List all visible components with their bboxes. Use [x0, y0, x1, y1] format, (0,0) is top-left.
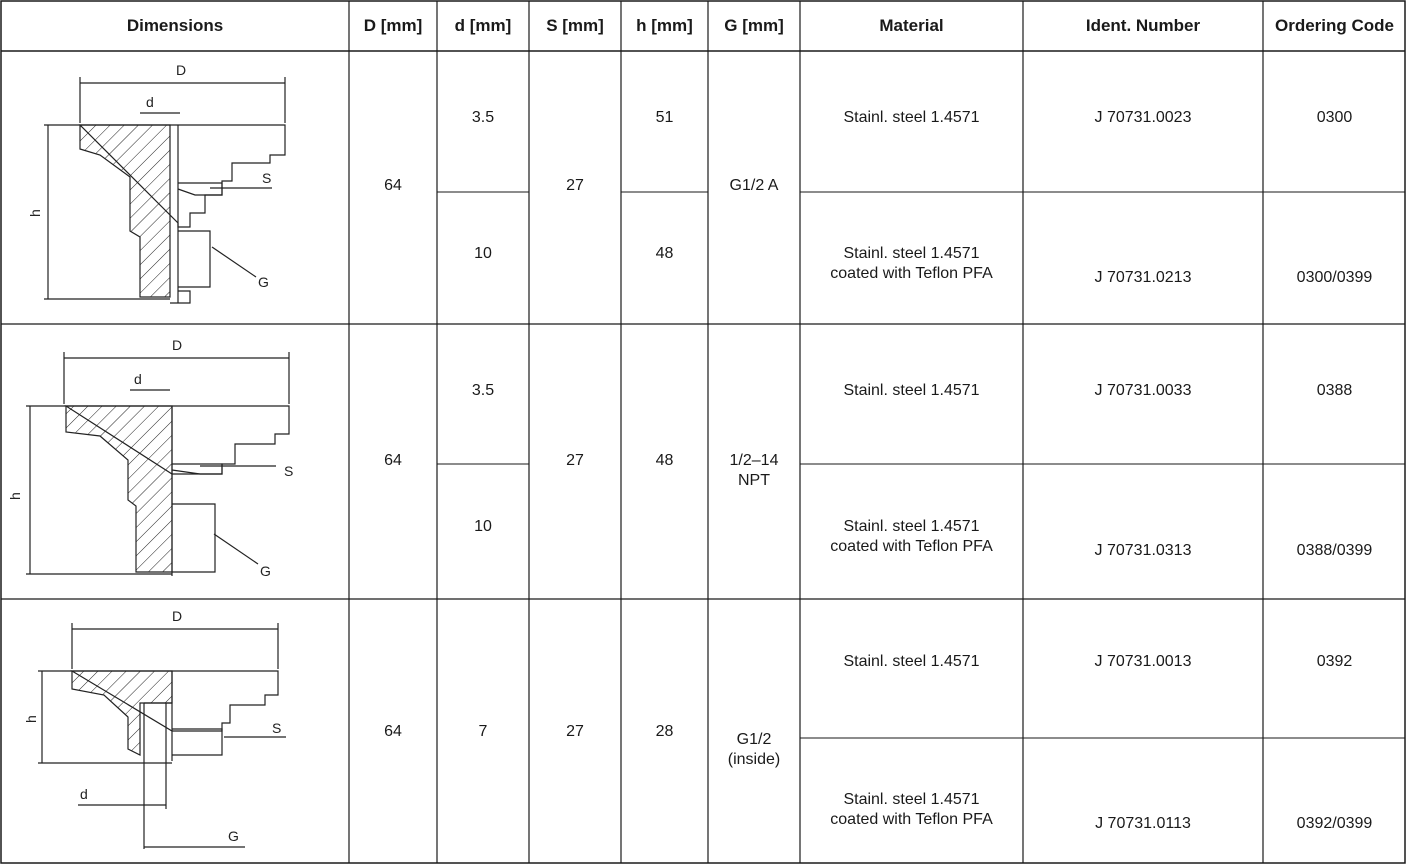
g2-G-value: 1/2–14 NPT [729, 452, 779, 489]
g2-S-value: 27 [566, 452, 584, 469]
g1-drawing-label-S: S [262, 170, 272, 186]
g3-ordering-2: 0392/0399 [1296, 815, 1373, 832]
header-ident-number: Ident. Number [1085, 16, 1201, 35]
g1-h-value-1: 51 [655, 109, 674, 126]
g2-ident-2: J 70731.0313 [1094, 542, 1192, 559]
g3-S-value: 27 [566, 723, 584, 740]
g1-material-2: Stainl. steel 1.4571 coated with Teflon PFA [830, 245, 993, 282]
g1-ident-2: J 70731.0213 [1094, 269, 1192, 286]
g3-d-value: 7 [478, 723, 488, 740]
g3-drawing-label-h: h [23, 715, 39, 723]
g1-D-value: 64 [384, 177, 402, 194]
header-ordering-code: Ordering Code [1274, 16, 1394, 35]
g1-d-value-2: 10 [474, 245, 492, 262]
g3-material-1: Stainl. steel 1.4571 [843, 653, 980, 670]
g3-ordering-1: 0392 [1316, 653, 1353, 670]
g2-dimension-drawing [0, 324, 349, 599]
g1-drawing-label-h: h [27, 209, 43, 217]
g1-ordering-2: 0300/0399 [1296, 269, 1373, 286]
g2-material-1: Stainl. steel 1.4571 [843, 382, 980, 399]
g1-d-value-1: 3.5 [471, 109, 495, 126]
g1-drawing-label-D: D [176, 62, 187, 78]
g3-drawing-label-G: G [228, 828, 239, 844]
g2-material-2: Stainl. steel 1.4571 coated with Teflon PFA [830, 518, 993, 555]
g3-D-value: 64 [384, 723, 402, 740]
header-G: G [mm] [724, 16, 784, 35]
g2-drawing-label-D: D [172, 337, 183, 353]
g1-material-1: Stainl. steel 1.4571 [843, 109, 980, 126]
g2-ordering-1: 0388 [1316, 382, 1353, 399]
header-dimensions: Dimensions [126, 16, 224, 35]
g3-dimension-drawing [0, 599, 349, 863]
g2-D-value: 64 [384, 452, 402, 469]
g2-h-value: 48 [655, 452, 674, 469]
g1-drawing-label-d: d [146, 94, 154, 110]
g3-ident-1: J 70731.0013 [1094, 653, 1192, 670]
g2-drawing-label-S: S [284, 463, 294, 479]
header-S: S [mm] [546, 16, 604, 35]
g1-ident-1: J 70731.0023 [1094, 109, 1192, 126]
g2-ident-1: J 70731.0033 [1094, 382, 1192, 399]
g1-dimension-drawing [0, 51, 349, 324]
g3-drawing-label-d: d [80, 786, 88, 802]
g2-d-value-2: 10 [474, 518, 492, 535]
g2-drawing-label-h: h [7, 492, 23, 500]
g3-drawing-label-D: D [172, 608, 183, 624]
g3-drawing-label-S: S [272, 720, 282, 736]
g1-ordering-1: 0300 [1316, 109, 1353, 126]
g2-drawing-label-d: d [134, 371, 142, 387]
g2-drawing-label-G: G [260, 563, 271, 579]
g1-S-value: 27 [566, 177, 584, 194]
g3-material-2: Stainl. steel 1.4571 coated with Teflon PFA [830, 791, 993, 828]
header-d: d [mm] [454, 16, 512, 35]
header-material: Material [879, 16, 944, 35]
g3-ident-2: J 70731.0113 [1095, 815, 1191, 832]
g1-h-value-2: 48 [655, 245, 674, 262]
g3-G-value: G1/2 (inside) [727, 731, 781, 768]
g1-G-value: G1/2 A [729, 177, 779, 194]
g1-drawing-label-G: G [258, 274, 269, 290]
g2-d-value-1: 3.5 [471, 382, 495, 399]
header-D: D [mm] [363, 16, 423, 35]
g2-ordering-2: 0388/0399 [1296, 542, 1373, 559]
g3-h-value: 28 [655, 723, 674, 740]
header-h: h [mm] [636, 16, 693, 35]
